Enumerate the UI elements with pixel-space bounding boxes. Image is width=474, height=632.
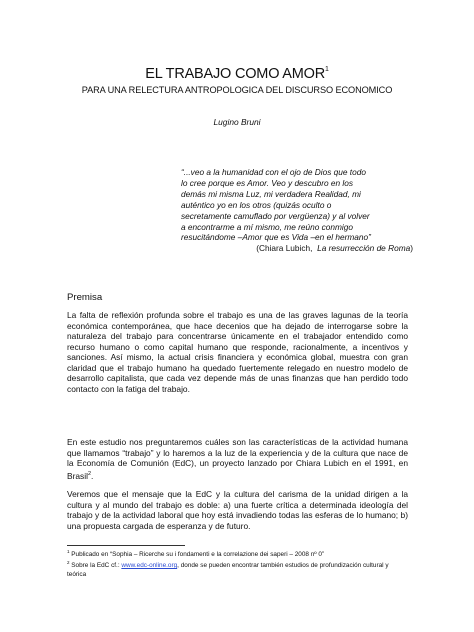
document-title	[0, 66, 474, 82]
footnote-ref-1[interactable]: 1	[325, 66, 329, 73]
epigraph-line: resucitándome –Amor que es Vida –en el hermano”	[181, 232, 371, 243]
section-heading: Premisa	[67, 292, 103, 303]
epigraph-quote	[181, 167, 413, 254]
edc-website-link[interactable]: www.edc-online.org	[121, 562, 178, 570]
footnote-number: 2	[67, 560, 70, 566]
epigraph-line: a encontrarme a mí mismo, me reúno conmigo	[181, 221, 353, 232]
attribution-close: )	[410, 243, 413, 254]
document-subtitle: PARA UNA RELECTURA ANTROPOLOGICA DEL DISCURSO ECONOMICO	[81, 85, 393, 95]
footnote-divider	[67, 545, 185, 546]
paragraph-3: Veremos que el mensaje que la EdC y la cultura del carisma de la unidad dirigen a la cultura y al mundo del trabajo es doble: a) una fuerte crítica a determinada ideología del trabajo y de la actividad laboral que hoy está invadiendo todas las esferas de lo humano; b) una propuesta cargada de esperanza y de futuro.	[67, 489, 408, 531]
epigraph-line: demás mi misma Luz, mi verdadera Realidad, mi	[181, 188, 361, 199]
epigraph-line: lo cree porque es Amor. Veo y descubro en los	[181, 177, 354, 188]
footnotes	[67, 548, 407, 579]
footnote-ref-2[interactable]: 2	[87, 470, 92, 477]
author-name: Lugino Bruni	[213, 117, 261, 127]
paragraph-2-text: En este estudio nos preguntaremos cuáles son las características de la actividad humana que llamamos “trabajo” y lo haremos a la luz de la experiencia y de la cultura que nace de la Economía de Comunión (EdC), un proyecto lanzado por Chiara Lubich en el 1991, en Brasil	[67, 437, 408, 481]
paragraph-2	[67, 437, 408, 481]
paragraph-1: La falta de reflexión profunda sobre el trabajo es una de las graves lagunas de la teoría económica contemporánea, que hace decenios que ha dejado de interrogarse sobre la naturaleza del trabajo para concentrarse únicamente en el trabajador entendido como recurso humano o como capital humano que responde, racionalmente, a incentivos y sanciones. Así mismo, la actual crisis financiera y económica global, muestra con gran claridad que el trabajo humano ha quedado fuertemente relegado en nuestro modelo de desarrollo capitalista, que cada vez depende más de unas finanzas que han perdido todo contacto con la fatiga del trabajo.	[67, 310, 408, 394]
footnote-text: Publicado en “Sophia – Ricerche su i fondamenti e la correlazione dei saperi – 2008 nº 0”	[69, 551, 325, 558]
paragraph-2-end: .	[91, 470, 94, 481]
footnote-text-rest: , donde se pueden encontrar también estudios de profundización cultural y teórica	[67, 562, 389, 578]
attribution-work: La resurrección de Roma	[317, 243, 411, 254]
footnote-text: Sobre la EdC cf.:	[69, 562, 122, 570]
epigraph-line: auténtico yo en los otros (quizás oculto o	[181, 199, 332, 210]
footnote-number: 1	[67, 549, 70, 554]
title-text: EL TRABAJO COMO AMOR	[145, 66, 325, 82]
footnote-2	[67, 559, 407, 579]
epigraph-line: “...veo a la humanidad con el ojo de Dios que todo	[181, 167, 366, 177]
epigraph-line: secretamente camuflado por vergüenza) y al volver	[181, 210, 370, 221]
attribution-author: (Chiara Lubich,	[256, 243, 313, 254]
footnote-1	[67, 548, 407, 559]
epigraph-attribution	[181, 243, 413, 254]
